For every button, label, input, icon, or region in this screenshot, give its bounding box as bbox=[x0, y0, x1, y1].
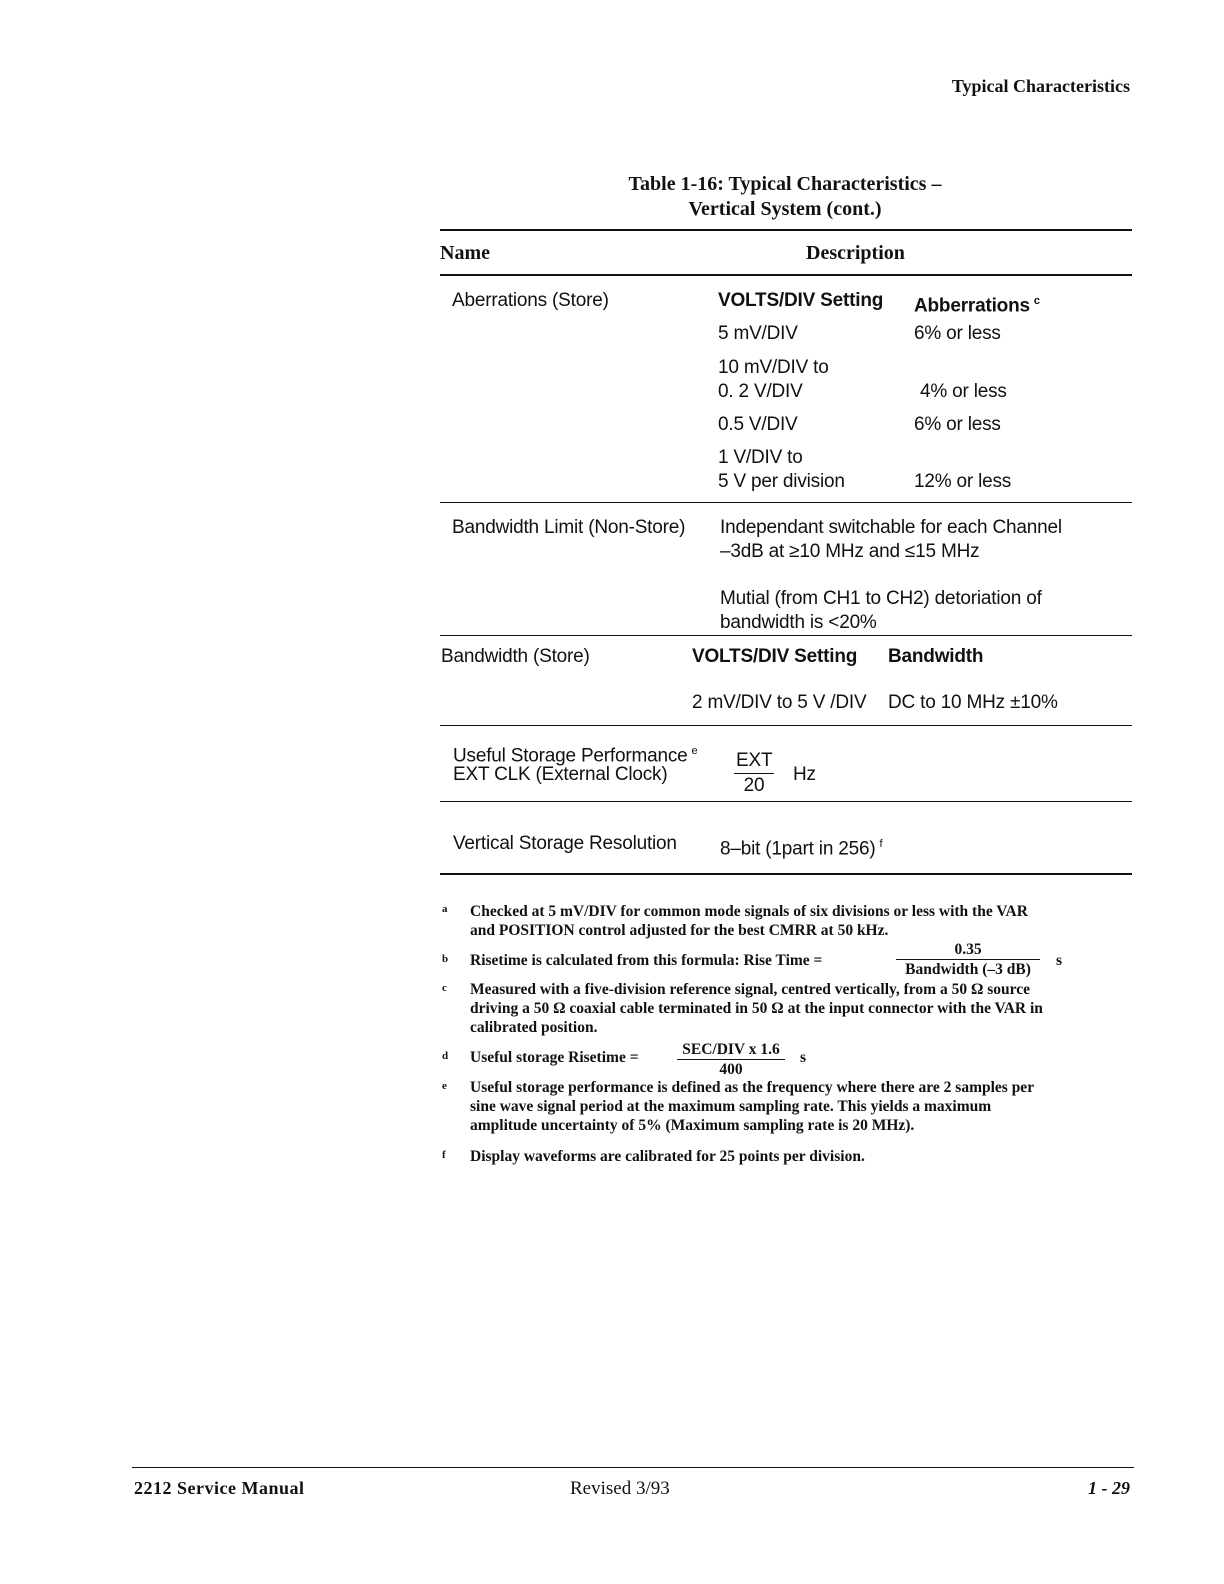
aberrations-setting: 0.5 V/DIV bbox=[718, 414, 798, 435]
aberrations-setting: 1 V/DIV to bbox=[718, 447, 803, 468]
footnote-line: calibrated position. bbox=[470, 1019, 598, 1036]
row-divider bbox=[440, 801, 1132, 802]
vertical-resolution-name: Vertical Storage Resolution bbox=[453, 833, 677, 854]
useful-storage-name-text: Useful Storage Performance bbox=[453, 745, 688, 767]
bandwidth-limit-text: –3dB at ≥10 MHz and ≤15 MHz bbox=[720, 541, 980, 562]
header-description: Description bbox=[806, 242, 905, 264]
fraction-numerator: 0.35 bbox=[896, 940, 1040, 960]
footnote-b-unit: s bbox=[1056, 952, 1063, 969]
bandwidth-limit-text: bandwidth is <20% bbox=[720, 612, 877, 633]
table-caption bbox=[560, 172, 1010, 222]
aberrations-setting: 5 mV/DIV bbox=[718, 323, 798, 344]
aberrations-col2-header bbox=[914, 289, 1040, 318]
bandwidth-limit-text: Mutial (from CH1 to CH2) detoriation of bbox=[720, 588, 1042, 609]
footnote-mark: f bbox=[442, 1149, 446, 1161]
footnote-line: Measured with a five-division reference signal, centred vertically, from a 50 Ω source bbox=[470, 981, 1030, 998]
footnote-ref-e: e bbox=[691, 745, 698, 757]
row-divider bbox=[440, 725, 1132, 726]
fraction-numerator: SEC/DIV x 1.6 bbox=[677, 1040, 785, 1060]
storage-risetime-fraction bbox=[677, 1040, 785, 1079]
bandwidth-limit-text: Independant switchable for each Channel bbox=[720, 517, 1062, 538]
running-head: Typical Characteristics bbox=[951, 76, 1130, 96]
aberrations-name: Aberrations (Store) bbox=[452, 290, 609, 311]
bandwidth-limit-name: Bandwidth Limit (Non-Store) bbox=[452, 517, 686, 538]
footer-rule bbox=[132, 1467, 1134, 1468]
fraction-numerator: EXT bbox=[734, 749, 774, 774]
footnote-line: and POSITION control adjusted for the best CMRR at 50 kHz. bbox=[470, 922, 889, 939]
useful-storage-unit: Hz bbox=[793, 764, 816, 785]
footer-revision: Revised 3/93 bbox=[570, 1478, 670, 1499]
aberrations-col2-label: Abberrations bbox=[914, 295, 1030, 317]
footnote-ref-c: c bbox=[1033, 295, 1040, 307]
aberrations-col1-header: VOLTS/DIV Setting bbox=[718, 290, 884, 311]
footnote-line: Checked at 5 mV/DIV for common mode signals of six divisions or less with the VAR bbox=[470, 903, 1028, 920]
footnote-b-text: Risetime is calculated from this formula: Rise Time = bbox=[470, 952, 823, 969]
aberrations-value: 4% or less bbox=[920, 381, 1007, 402]
table-top-rule bbox=[440, 229, 1132, 231]
footnote-line: amplitude uncertainty of 5% (Maximum sampling rate is 20 MHz). bbox=[470, 1117, 915, 1134]
bandwidth-store-col1-header: VOLTS/DIV Setting bbox=[692, 646, 858, 667]
table-bottom-rule bbox=[440, 873, 1132, 875]
row-divider bbox=[440, 635, 1132, 636]
aberrations-value: 12% or less bbox=[914, 471, 1012, 492]
footnote-mark: c bbox=[442, 982, 447, 994]
footnote-d-unit: s bbox=[800, 1049, 807, 1066]
footer-manual-title: 2212 Service Manual bbox=[134, 1478, 305, 1498]
footnote-mark: d bbox=[442, 1050, 449, 1062]
header-rule bbox=[440, 274, 1132, 276]
aberrations-setting: 10 mV/DIV to bbox=[718, 357, 829, 378]
footnote-line: driving a 50 Ω coaxial cable terminated in 50 Ω at the input connector with the VAR in bbox=[470, 1000, 1043, 1017]
vertical-resolution-text: 8–bit (1part in 256) bbox=[720, 838, 876, 860]
footnote-e bbox=[470, 1078, 1140, 1135]
fraction-denominator: Bandwidth (–3 dB) bbox=[905, 961, 1031, 978]
footnote-a bbox=[470, 902, 1028, 940]
vertical-resolution-value bbox=[720, 832, 882, 861]
bandwidth-store-col2-header: Bandwidth bbox=[888, 646, 984, 667]
bandwidth-store-setting: 2 mV/DIV to 5 V /DIV bbox=[692, 692, 867, 713]
aberrations-value: 6% or less bbox=[914, 323, 1001, 344]
aberrations-value: 6% or less bbox=[914, 414, 1001, 435]
caption-line-2: Vertical System (cont.) bbox=[688, 198, 882, 220]
footnote-f-text: Display waveforms are calibrated for 25 points per division. bbox=[470, 1148, 865, 1165]
risetime-fraction bbox=[896, 940, 1040, 979]
footnote-mark: b bbox=[442, 953, 449, 965]
ext-clk-fraction bbox=[734, 749, 774, 798]
bandwidth-store-name: Bandwidth (Store) bbox=[441, 646, 590, 667]
aberrations-setting: 0. 2 V/DIV bbox=[718, 381, 803, 402]
page-number: 1 - 29 bbox=[1088, 1478, 1130, 1498]
footnote-ref-f: f bbox=[879, 838, 883, 850]
header-name: Name bbox=[440, 242, 490, 264]
footnote-line: sine wave signal period at the maximum sampling rate. This yields a maximum bbox=[470, 1098, 992, 1115]
caption-line-1: Table 1-16: Typical Characteristics – bbox=[628, 173, 942, 195]
fraction-denominator: 20 bbox=[743, 775, 765, 796]
footnote-d-text: Useful storage Risetime = bbox=[470, 1049, 639, 1066]
footnote-mark: a bbox=[442, 903, 448, 915]
footnote-mark: e bbox=[442, 1080, 447, 1092]
footnote-line: Useful storage performance is defined as the frequency where there are 2 samples per bbox=[470, 1079, 1035, 1096]
footnote-c bbox=[470, 980, 1140, 1037]
fraction-denominator: 400 bbox=[719, 1061, 743, 1078]
useful-storage-name-line2: EXT CLK (External Clock) bbox=[453, 764, 668, 785]
bandwidth-store-value: DC to 10 MHz ±10% bbox=[888, 692, 1058, 713]
aberrations-setting: 5 V per division bbox=[718, 471, 845, 492]
row-divider bbox=[440, 502, 1132, 503]
